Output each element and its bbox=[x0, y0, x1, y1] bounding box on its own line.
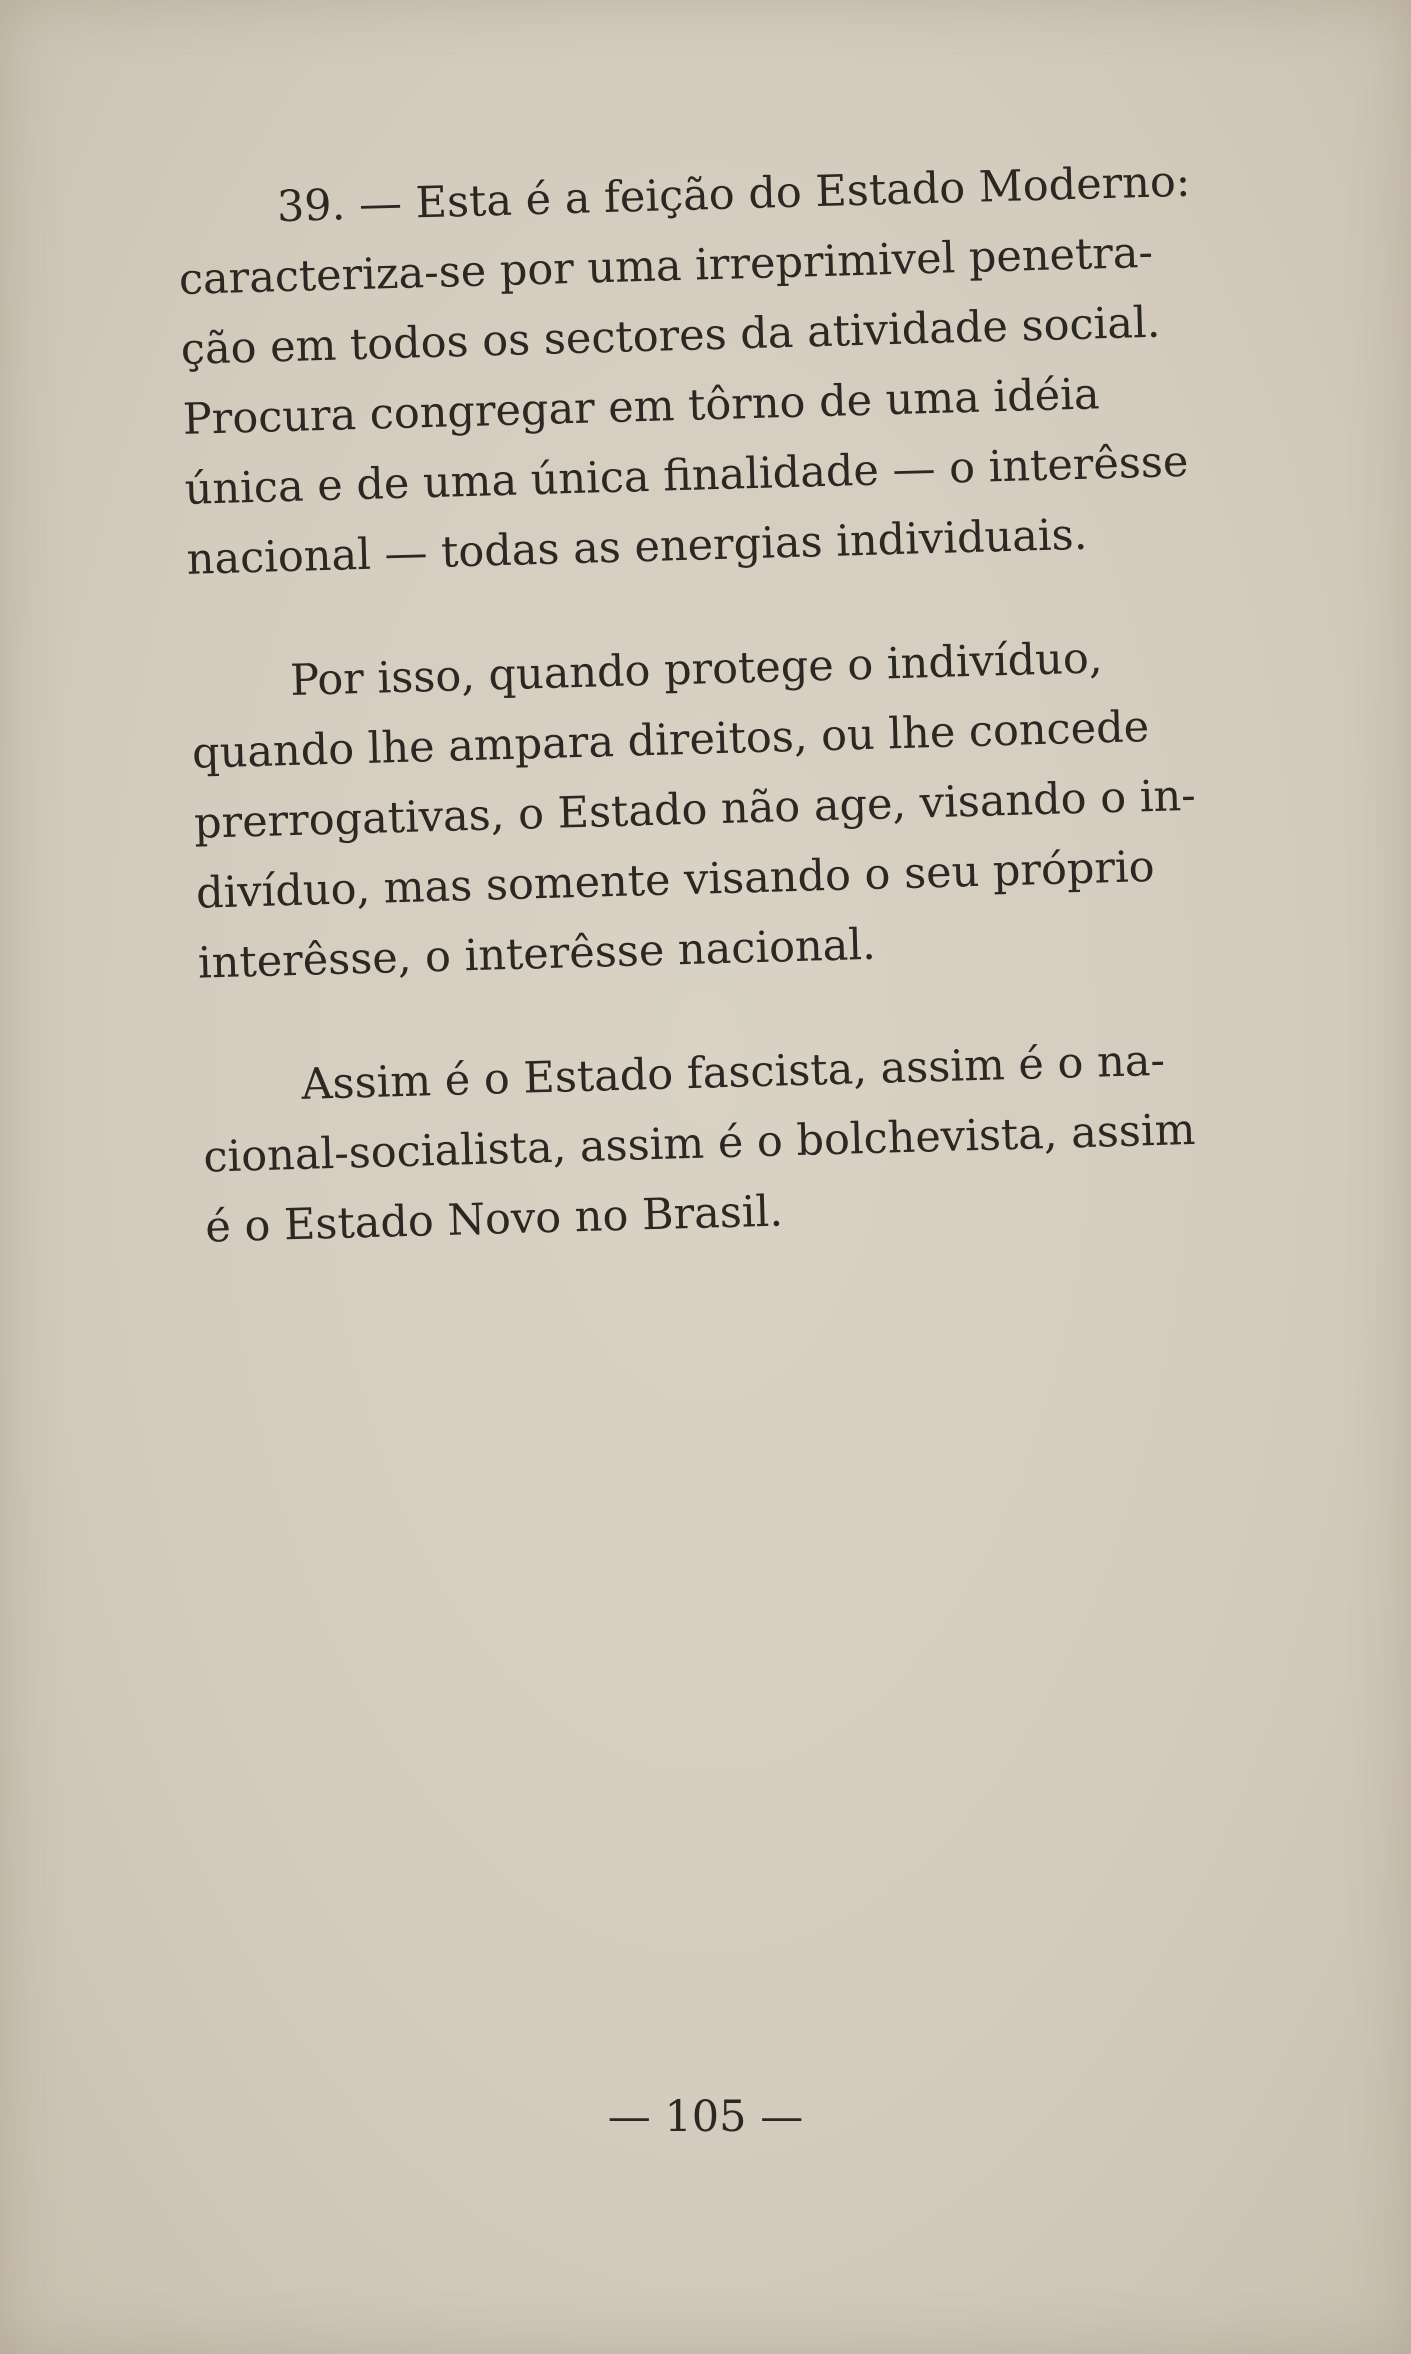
text-line: Procura congregar em tôrno de uma idéia bbox=[182, 369, 1101, 445]
body-text bbox=[176, 145, 1281, 1263]
page-number: — 105 — bbox=[607, 2092, 804, 2142]
text-line: única e de uma única finalidade — o interêsse bbox=[184, 436, 1189, 515]
text-line: cional-socialista, assim é o bolchevista, assim bbox=[202, 1104, 1197, 1183]
paragraph-3 bbox=[201, 1023, 1281, 1263]
text-line: é o Estado Novo no Brasil. bbox=[204, 1186, 784, 1253]
text-line: interêsse, o interêsse nacional. bbox=[197, 919, 877, 989]
paragraph-2 bbox=[189, 619, 1273, 999]
text-line: quando lhe ampara direitos, ou lhe concede bbox=[191, 702, 1150, 779]
text-line: divíduo, mas somente visando o seu próprio bbox=[195, 841, 1156, 919]
text-line: prerrogativas, o Estado não age, visando o in- bbox=[193, 770, 1197, 849]
text-line: nacional — todas as energias individuais. bbox=[186, 509, 1088, 585]
text-line: 39. — Esta é a feição do Estado Moderno: bbox=[276, 156, 1191, 233]
paragraph-1 bbox=[176, 145, 1262, 595]
text-line: Assim é o Estado fascista, assim é o na- bbox=[300, 1035, 1166, 1110]
text-line: ção em todos os sectores da atividade social. bbox=[180, 297, 1162, 375]
text-line: Por isso, quando protege o indivíduo, bbox=[289, 633, 1104, 706]
text-line: caracteriza-se por uma irreprimivel penetra- bbox=[178, 227, 1154, 305]
